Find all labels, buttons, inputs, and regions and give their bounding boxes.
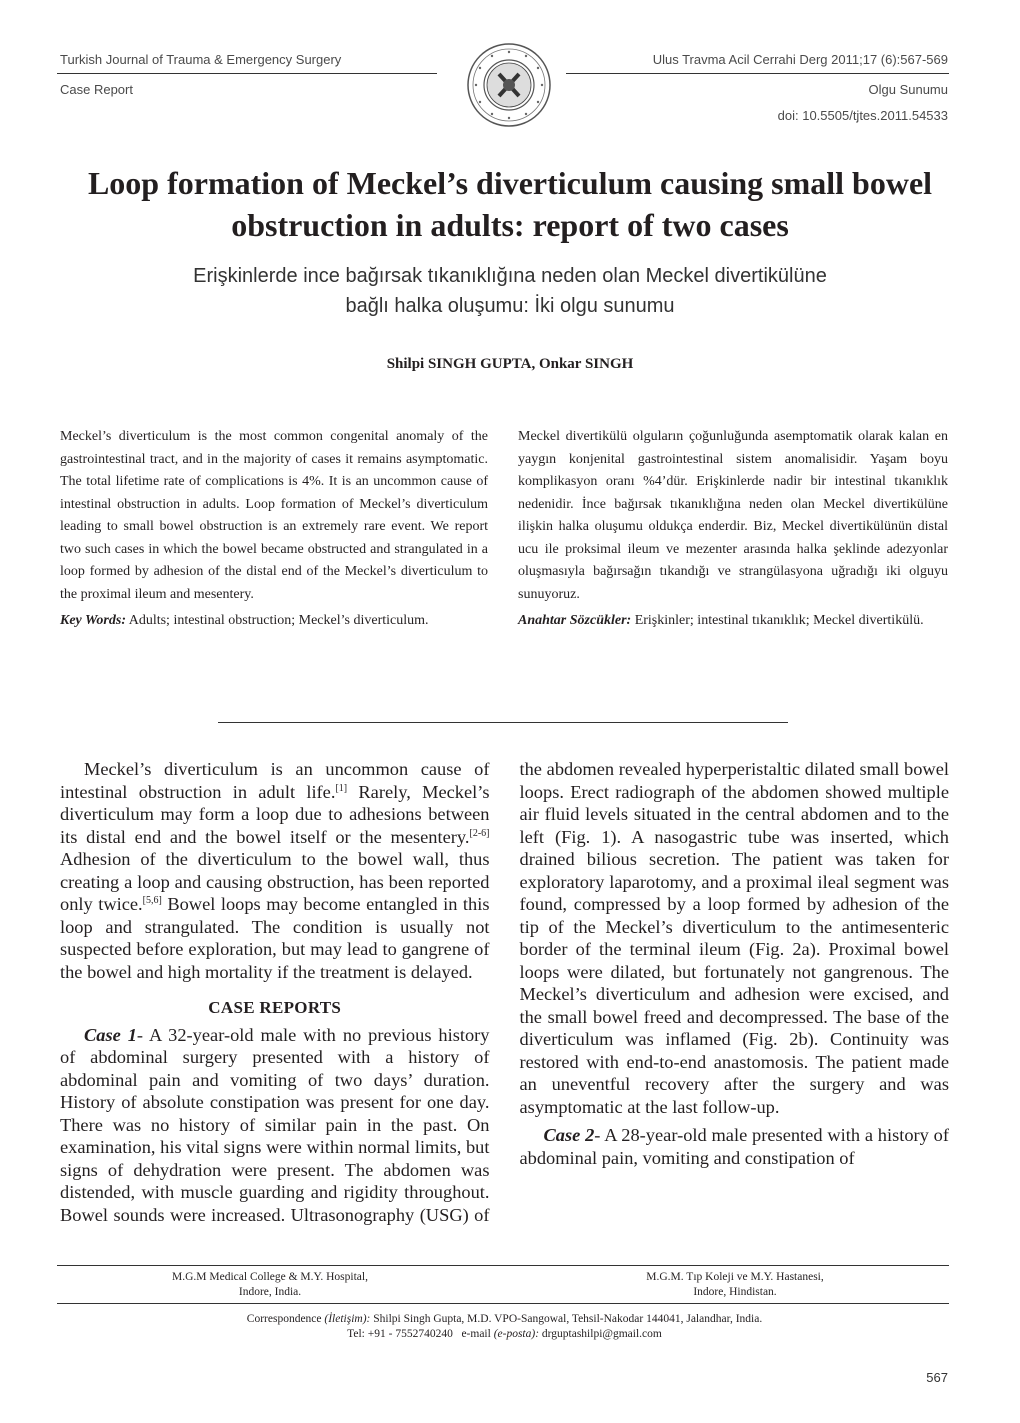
affiliation-en: M.G.M Medical College & M.Y. Hospital, Indore, India.: [172, 1271, 368, 1298]
title-tr-line2: bağlı halka oluşumu: İki olgu sunumu: [345, 295, 675, 317]
ref-3: [5,6]: [142, 894, 162, 906]
keywords-tr-label: Anahtar Sözcükler:: [518, 613, 632, 628]
ref-2: [2-6]: [469, 827, 490, 839]
abstract-divider: [218, 722, 788, 723]
affiliation-tr: M.G.M. Tıp Koleji ve M.Y. Hastanesi, Indore, Hindistan.: [646, 1271, 824, 1298]
keywords-tr-text: Erişkinler; intestinal tıkanıklık; Meckel divertikülü.: [631, 613, 924, 628]
page-number: 567: [926, 1370, 948, 1385]
header-rule-right: [566, 73, 949, 74]
footer-rule-top: [57, 1265, 949, 1266]
keywords-en-label: Key Words:: [60, 613, 126, 628]
keywords-en-text: Adults; intestinal obstruction; Meckel’s diverticulum.: [125, 613, 429, 628]
case2-label: Case 2: [543, 1125, 595, 1145]
case2-paragraph: Case 2- A 28-year-old male presented with a history of abdominal pain, vomiting and constipation of: [519, 1125, 950, 1168]
case1-label: Case 1: [84, 1024, 137, 1045]
article-type-en: Case Report: [60, 82, 133, 97]
section-heading-case-reports: CASE REPORTS: [208, 998, 342, 1017]
abstract-en: [60, 426, 488, 633]
journal-citation-tr: Ulus Travma Acil Cerrahi Derg 2011;17 (6):567-569: [652, 52, 948, 67]
correspondence: Correspondence (İletişim): Shilpi Singh Gupta, M.D. VPO-Sangowal, Tehsil-Nakodar 144041, Jalandhar, India. Tel: +91 - 7552740240 e-mail (e-posta): drguptashilpi@gmail.com: [246, 1313, 763, 1340]
title-tr-line1: Erişkinlerde ince bağırsak tıkanıklığına neden olan Meckel divertikülüne: [193, 265, 827, 287]
journal-name-en: Turkish Journal of Trauma & Emergency Surgery: [60, 52, 342, 67]
body-text: [60, 758, 949, 1228]
ref-1: [1]: [335, 782, 348, 794]
abstract-en-text: Meckel’s diverticulum is the most common congenital anomaly of the gastrointestinal tract, and in the majority of cases it remains asymptomatic. The total lifetime rate of complications is 4%. It is an uncommon cause of intestinal obstruction in adults. Loop formation of Meckel’s diverticulum leading to small bowel obstruction is an extremely rare event. We report two such cases in which the bowel became obstructed and strangulated in a loop formed by adhesion of the distal end of the Meckel’s diverticulum to the proximal ileum and mesentery.: [60, 429, 488, 602]
title-en-line1: Loop formation of Meckel’s diverticulum causing small bowel: [87, 165, 933, 201]
keywords-tr: [518, 610, 948, 633]
footer-rule-bottom: [57, 1303, 949, 1304]
abstract-tr: [518, 426, 948, 633]
case1-paragraph: Case 1- A 32-year-old male with no previous history of abdominal surgery presented with a history of abdominal pain and vomiting of two days’ duration. History of absolute constipation was present for one day. There was no history of similar pain in the past. On examination, his vital signs were within normal limits, but signs of dehydration were present. The abdomen was distended, with muscle guarding and rigidity throughout. Bowel sounds were increased. Ultrasonography (USG) of the abdomen revealed hyperperistaltic dilated small bowel loops. Erect radiograph of the abdomen showed multiple air fluid levels situated in the central abdomen and to the left (Fig. 1). A nasogastric tube was inserted, which drained bilious secretion. The patient was taken for exploratory laparotomy, and a proximal ileal segment was found, compressed by a loop formed by adhesion of the tip of the Meckel’s diverticulum to the antimesenteric border of the terminal ileum (Fig. 2a). Proximal bowel loops were dilated, but fortunately not gangrenous. The Meckel’s diverticulum and adhesion were excised, and the small bowel freed and decompressed. The base of the diverticulum was inflamed (Fig. 2b). Continuity was restored with end-to-end anastomosis. The patient made an uneventful recovery after the surgery and was asymptomatic at the last follow-up.: [60, 759, 949, 1225]
article-type-tr: Olgu Sunumu: [868, 82, 948, 97]
doi: doi: 10.5505/tjtes.2011.54533: [777, 108, 948, 123]
authors: Shilpi SINGH GUPTA, Onkar SINGH: [386, 356, 634, 372]
title-en-line2: obstruction in adults: report of two cases: [231, 207, 789, 243]
keywords-en: [60, 610, 488, 633]
intro-paragraph: Meckel’s diverticulum is an uncommon cause of intestinal obstruction in adult life.[1] Rarely, Meckel’s diverticulum may form a loop due to adhesions between its distal end and the bowel itself or the mesentery.[2-6] Adhesion of the diverticulum to the bowel wall, thus creating a loop and causing obstruction, has been reported only twice.[5,6] Bowel loops may become entangled in this loop and strangulated. The condition is usually not suspected before exploration, but may lead to gangrene of the bowel and high mortality if the treatment is delayed.: [60, 759, 490, 982]
journal-seal-logo: [466, 42, 552, 128]
abstract-tr-text: Meckel divertikülü olguların çoğunluğunda asemptomatik olarak kalan en yaygın konjenital gastrointestinal sistem anomalisidir. Yaşam boyu komplikasyon oranı %4’dür. Erişkinlerde nadir bir intestinal tıkanıklık nedenidir. İnce bağırsak tıkanıklığına neden olan Meckel divertikülüne ilişkin halka oluşumu oldukça enderdir. Biz, Meckel divertikülünün distal ucu ile proksimal ileum ve mezenter arasında halka şeklinde adezyonlar oluşmasıyla bağırsağın tıkandığı ve strangülasyona uğradığı iki olguyu sunuyoruz.: [518, 429, 948, 602]
header-rule-left: [57, 73, 437, 74]
